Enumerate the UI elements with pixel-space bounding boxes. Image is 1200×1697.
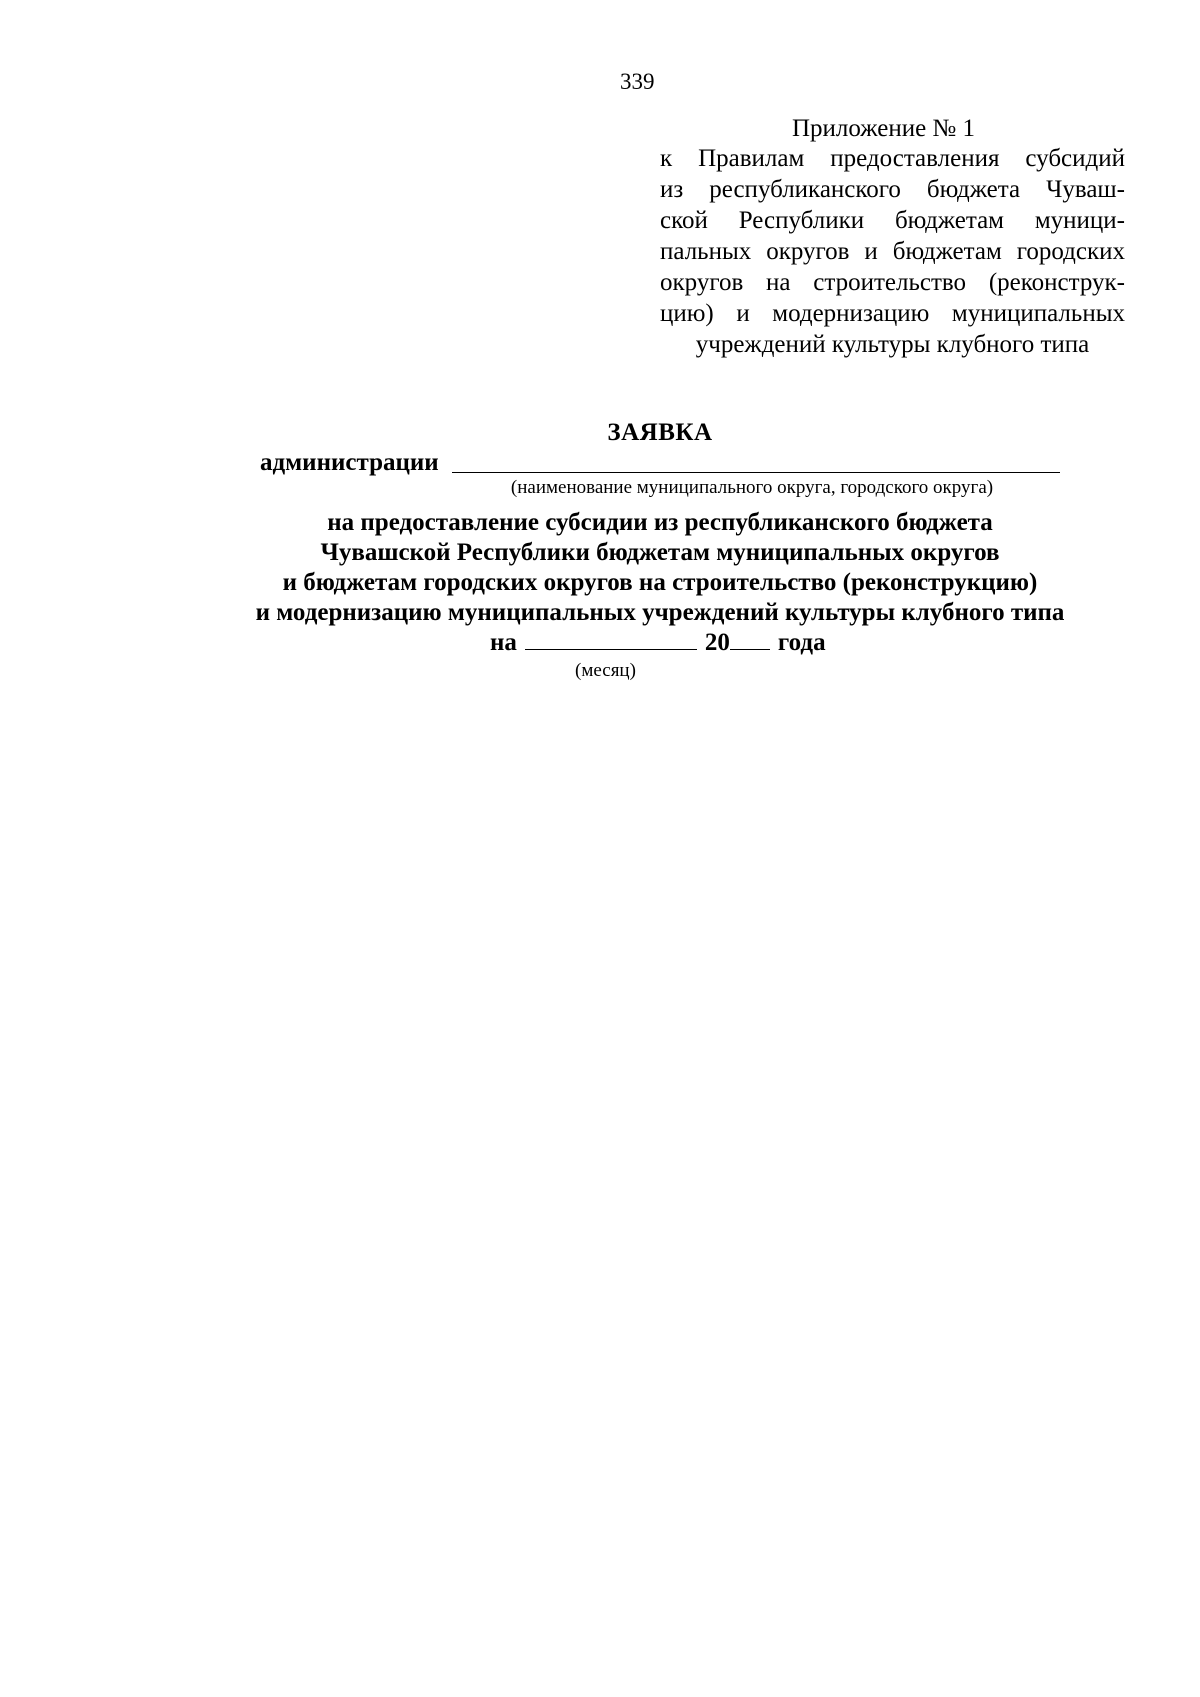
period-prefix: на [490,629,517,656]
appendix-line: округов на строительство (реконструк- [660,269,1125,296]
admin-label: администрации [260,449,439,476]
form-body-line: на предоставление субсидии из республиканского бюджета [327,509,993,536]
page-number: 339 [620,69,655,94]
appendix-line: из республиканского бюджета Чуваш- [660,176,1125,203]
admin-name-hint: (наименование муниципального округа, городского округа) [510,477,994,498]
year-prefix: 20 [704,629,730,656]
period-row [490,628,826,658]
form-body-line: и бюджетам городских округов на строительство (реконструкцию) [282,569,1038,596]
year-blank[interactable] [730,629,770,650]
month-blank[interactable] [525,629,697,650]
form-title: ЗАЯВКА [607,419,713,446]
form-body-line: Чувашской Республики бюджетам муниципальных округов [320,539,1000,566]
appendix-line: пальных округов и бюджетам городских [660,238,1125,265]
appendix-title: Приложение № 1 [792,115,976,142]
appendix-line: к Правилам предоставления субсидий [660,145,1125,172]
admin-name-blank[interactable] [452,472,1060,473]
month-hint: (месяц) [575,660,636,681]
appendix-line: учреждений культуры клубного типа [695,331,1090,358]
appendix-line: ской Республики бюджетам муници- [660,207,1125,234]
form-body-line: и модернизацию муниципальных учреждений культуры клубного типа [255,599,1065,626]
appendix-line: цию) и модернизацию муниципальных [660,300,1125,327]
year-suffix: года [777,629,826,656]
